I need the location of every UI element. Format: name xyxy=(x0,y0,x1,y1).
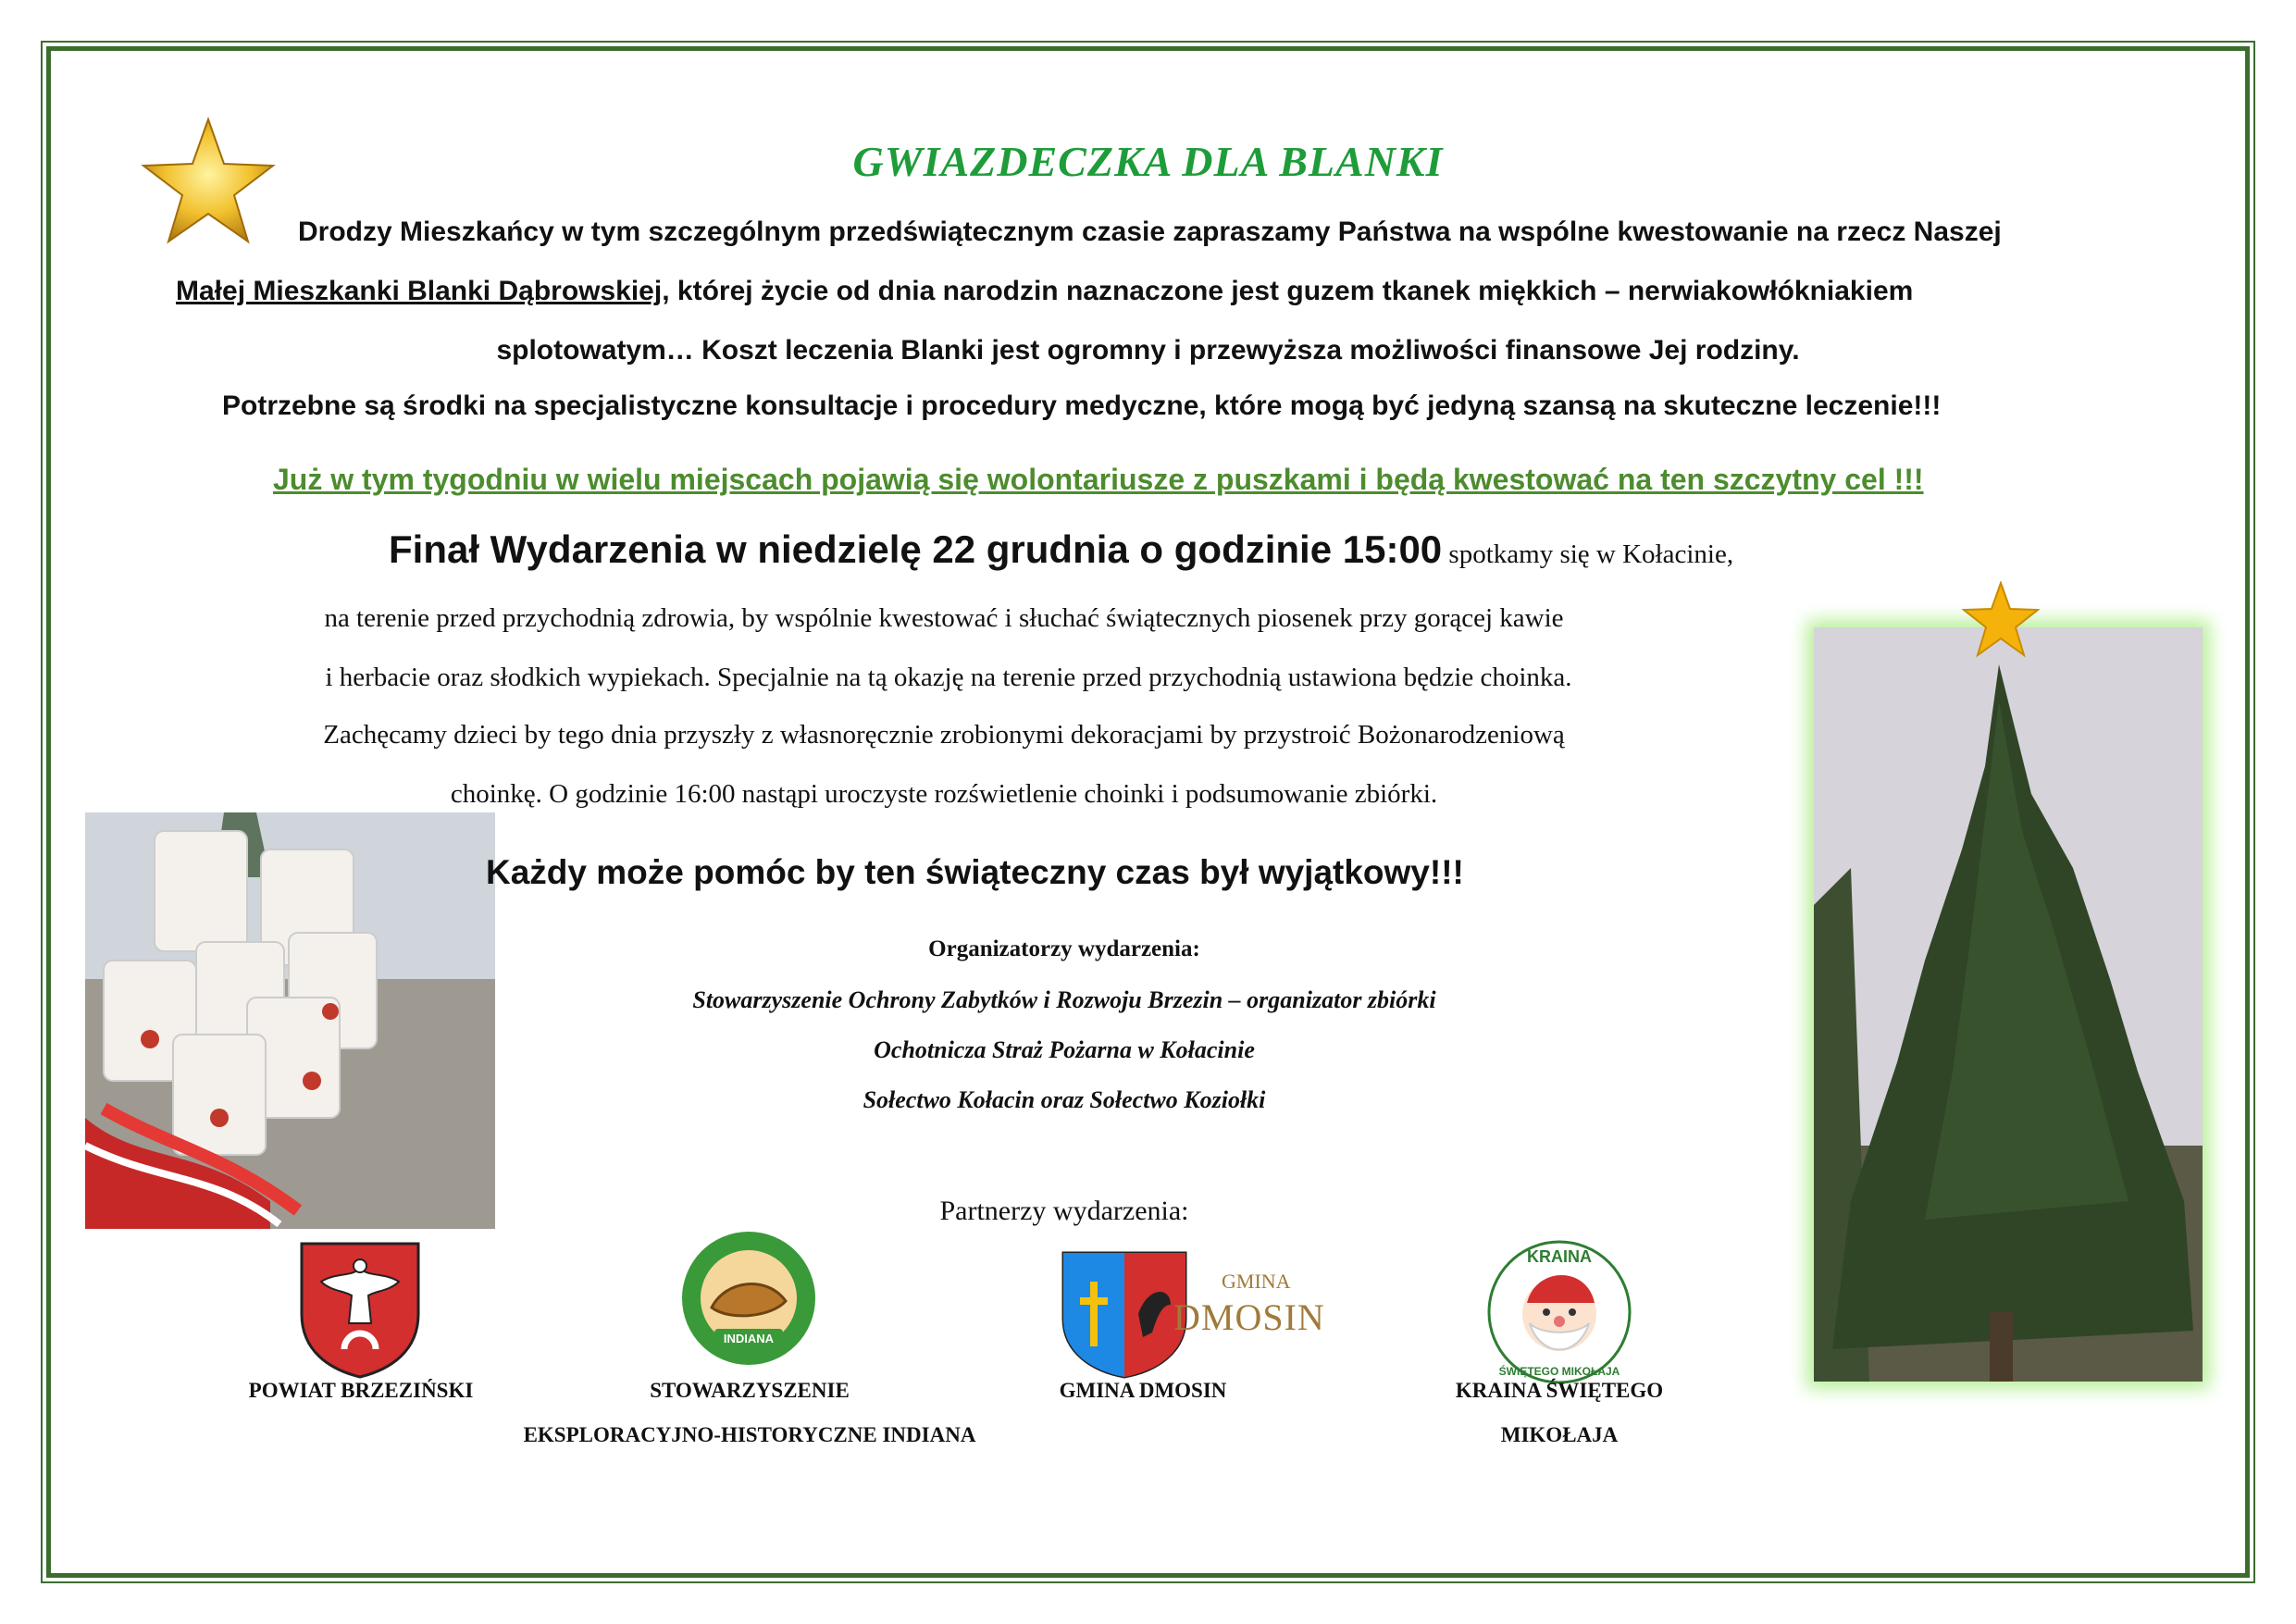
body-line-1: na terenie przed przychodnią zdrowia, by wspólnie kwestować i słuchać świątecznych piosenek przy gorącej kawie xyxy=(324,603,1564,633)
child-name: Małej Mieszkanki Blanki Dąbrowskiej xyxy=(176,276,663,306)
christmas-tree-photo xyxy=(1814,627,2203,1382)
partners-heading: Partnerzy wydarzenia: xyxy=(939,1196,1189,1226)
organizer-item: Ochotnicza Straż Pożarna w Kołacinie xyxy=(874,1036,1255,1063)
organizer-item: Stowarzyszenie Ochrony Zabytków i Rozwoju Brzezin – organizator zbiórki xyxy=(692,986,1436,1013)
page-title: GWIAZDECZKA DLA BLANKI xyxy=(852,138,1444,185)
organizer-item: Sołectwo Kołacin oraz Sołectwo Koziołki xyxy=(863,1086,1266,1113)
tree-star-icon xyxy=(1962,581,2040,659)
kraina-logo-bottom-text: ŚWIĘTEGO MIKOŁAJA xyxy=(1498,1365,1620,1378)
partner-label: KRAINA ŚWIĘTEGO xyxy=(1455,1379,1664,1402)
final-event-place: spotkamy się w Kołacinie, xyxy=(1442,539,1734,569)
intro-line-4: Potrzebne są środki na specjalistyczne konsultacje i procedury medyczne, które mogą być jedyną szansą na skuteczne leczenie!!! xyxy=(222,391,1942,421)
collection-boxes-photo xyxy=(85,812,495,1229)
partner-label: GMINA DMOSIN xyxy=(1059,1379,1227,1402)
partner-label-line-2: EKSPLORACYJNO-HISTORYCZNE INDIANA xyxy=(523,1423,976,1446)
organizers-heading: Organizatorzy wydarzenia: xyxy=(928,936,1200,961)
indiana-association-logo-icon xyxy=(679,1229,818,1368)
dmosin-logo-small-text: GMINA xyxy=(1222,1270,1291,1293)
volunteers-notice: Już w tym tygodniu w wielu miejscach pojawią się wolontariusze z puszkami i będą kwestować na ten szczytny cel !!! xyxy=(273,463,1924,496)
partner-label: POWIAT BRZEZIŃSKI xyxy=(248,1379,474,1402)
partner-label: STOWARZYSZENIE xyxy=(650,1379,850,1402)
intro-line-2 xyxy=(176,276,2166,307)
body-line-2: i herbacie oraz słodkich wypiekach. Specjalnie na tą okazję na terenie przed przychodnią ustawiona będzie choinka. xyxy=(325,663,1572,692)
body-line-3: Zachęcamy dzieci by tego dnia przyszły z własnoręcznie zrobionymi dekoracjami by przystroić Bożonarodzeniową xyxy=(323,720,1565,750)
powiat-brzezinski-coat-of-arms-icon xyxy=(298,1240,422,1379)
indiana-banner-text: INDIANA xyxy=(723,1332,775,1345)
intro-line-1: Drodzy Mieszkańcy w tym szczególnym przedświątecznym czasie zapraszamy Państwa na wspólne kwestowanie na rzecz Naszej xyxy=(298,217,2002,247)
final-event-line xyxy=(389,527,2054,572)
gmina-dmosin-coat-of-arms-icon xyxy=(1060,1249,1189,1379)
final-event-date: Finał Wydarzenia w niedzielę 22 grudnia o godzinie 15:00 xyxy=(389,527,1443,571)
call-to-action-headline: Każdy może pomóc by ten świąteczny czas był wyjątkowy!!! xyxy=(486,853,1464,891)
dmosin-logo-big-text: DMOSIN xyxy=(1173,1296,1325,1338)
body-line-4: choinkę. O godzinie 16:00 nastąpi uroczyste rozświetlenie choinki i podsumowanie zbiórki. xyxy=(450,779,1438,809)
intro-line-3: splotowatym… Koszt leczenia Blanki jest ogromny i przewyższa możliwości finansowe Jej rodziny. xyxy=(496,335,1800,366)
kraina-swietego-mikolaja-logo-icon xyxy=(1485,1238,1633,1386)
kraina-logo-top-text: KRAINA xyxy=(1527,1247,1592,1266)
partner-label-line-2: MIKOŁAJA xyxy=(1500,1423,1619,1446)
intro-line-2-rest: , której życie od dnia narodzin naznaczone jest guzem tkanek miękkich – nerwiakowłókniakiem xyxy=(662,276,1914,306)
